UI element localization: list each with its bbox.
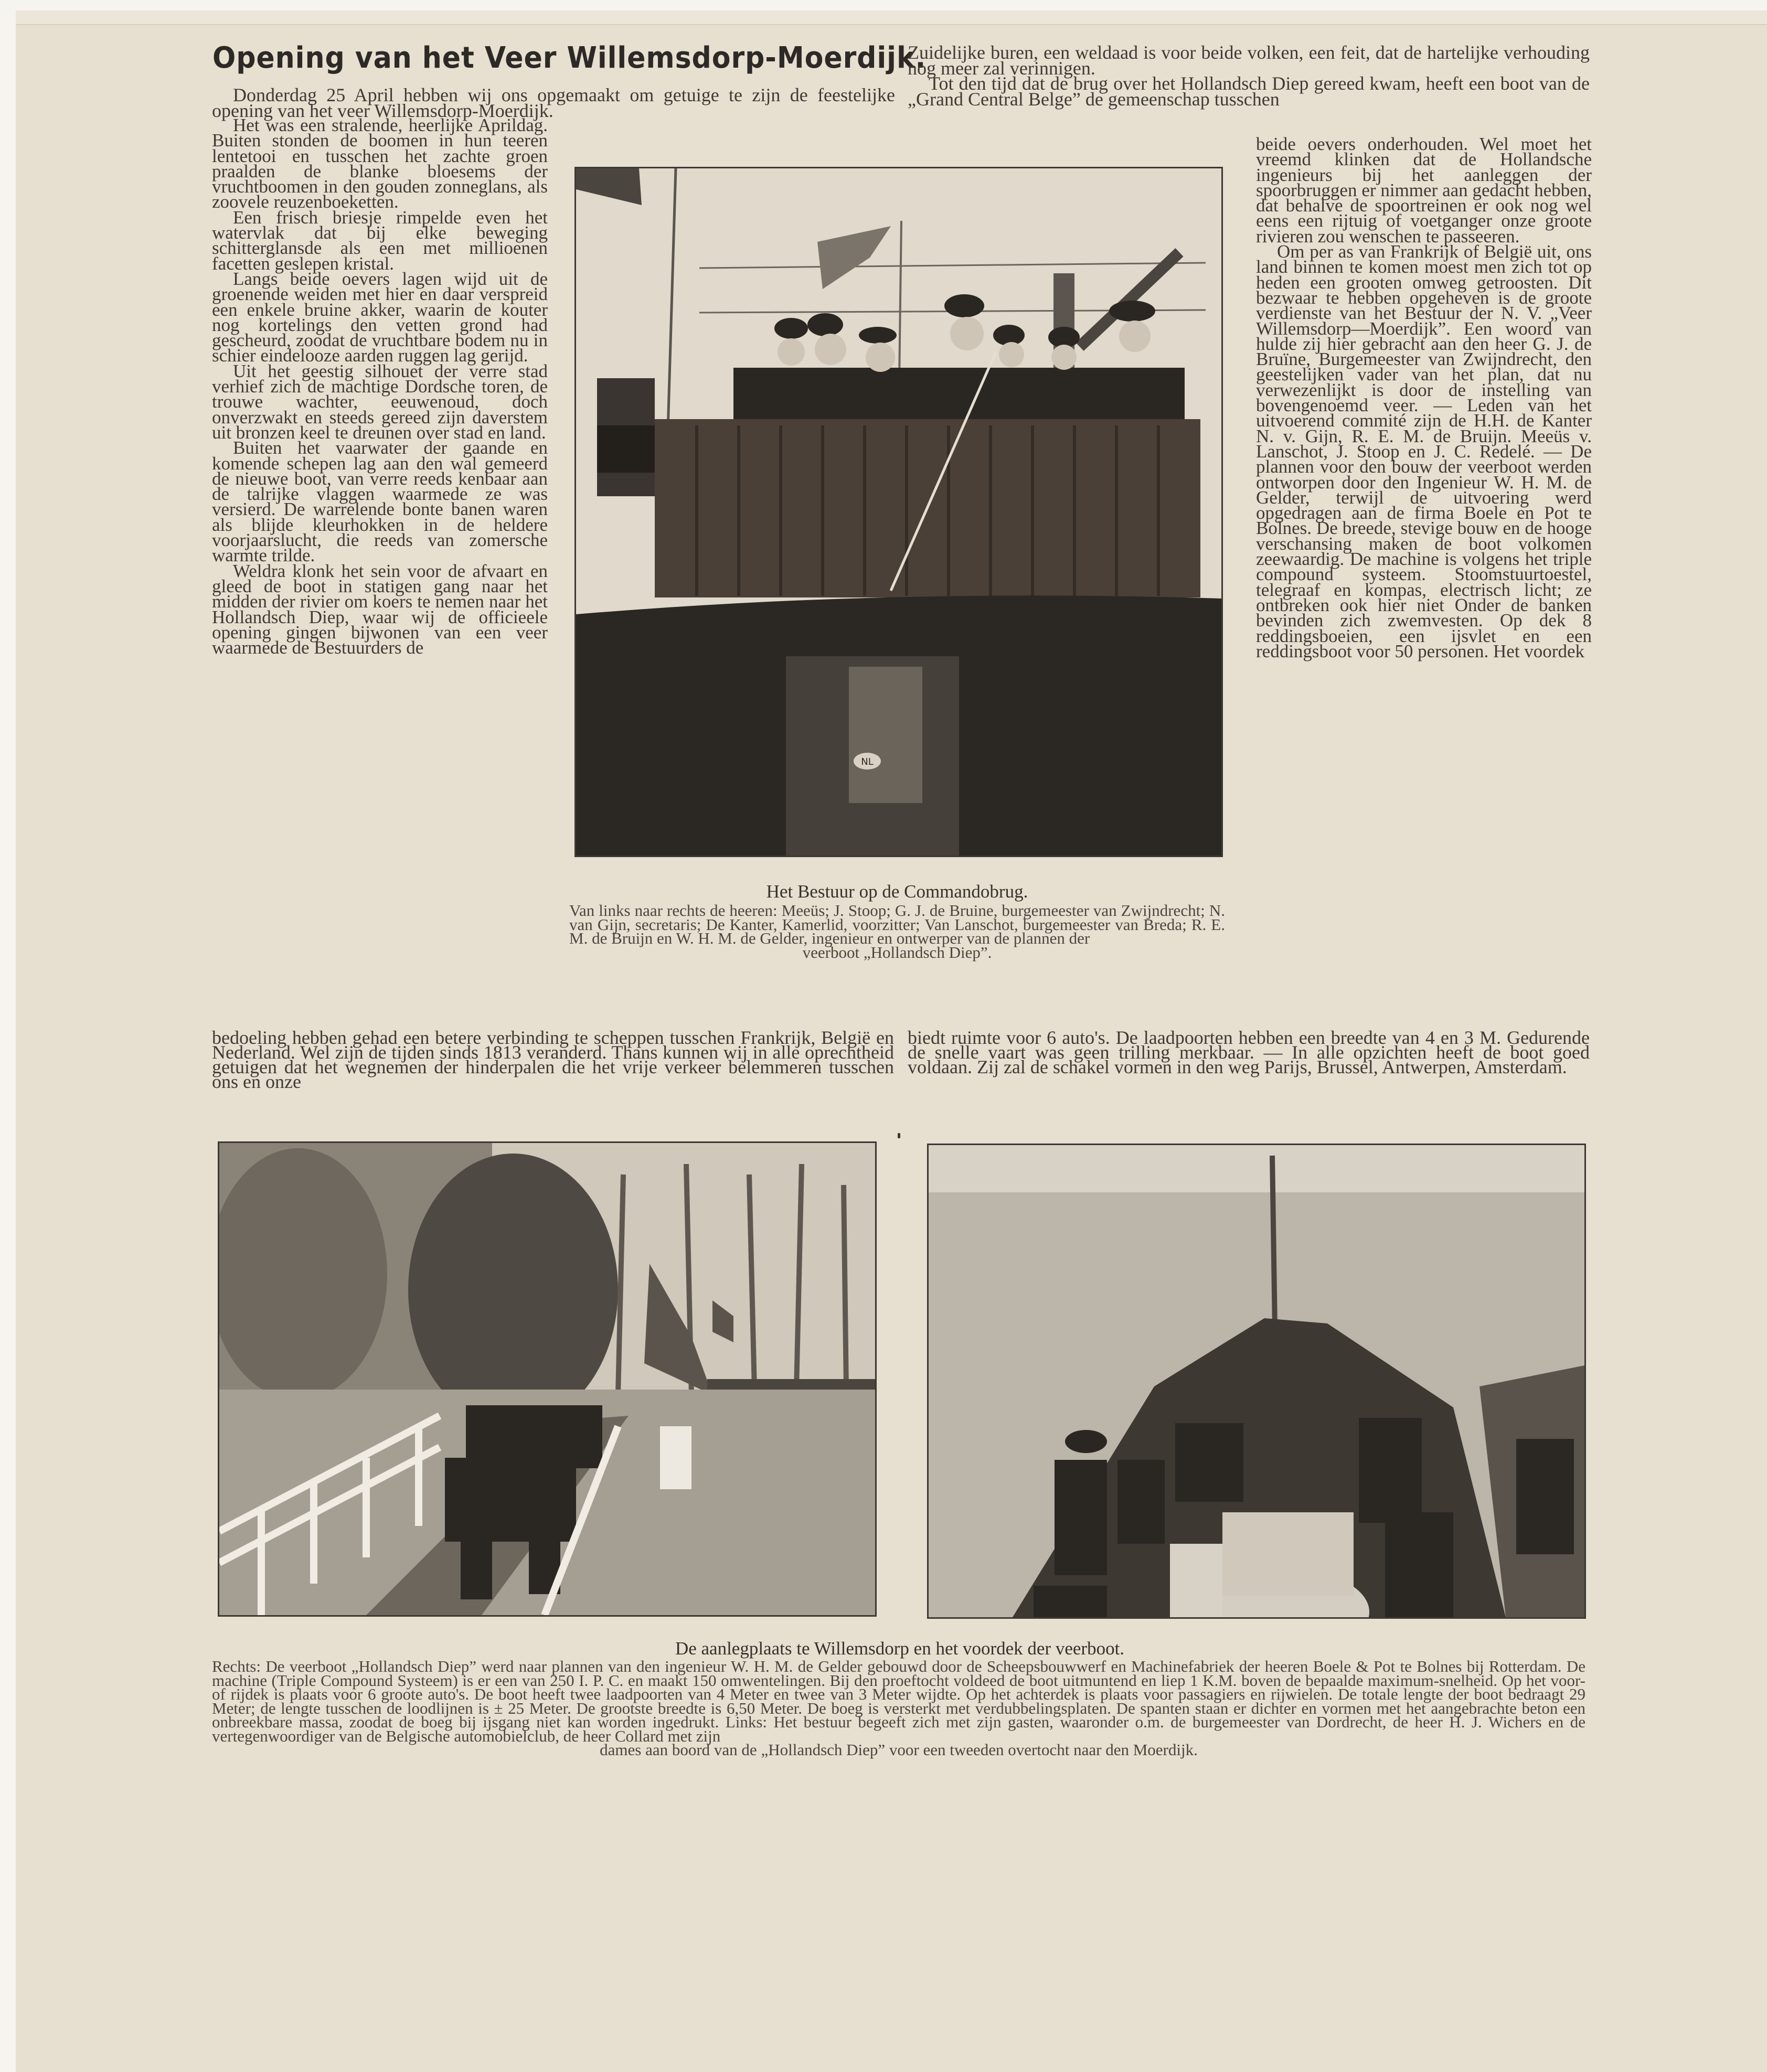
left-paragraph: Een frisch briesje rimpelde even het watervlak dat bij elke beweging schitterglansde als een met millioenen facetten geslepen kristal. (212, 207, 548, 274)
left-paragraph: Langs beide oevers lagen wijd uit de groenende weiden met hier en daar verspreid een enkele bruine akker, waarin de kouter nog kortelings den vetten grond had gescheurd, zoodat de vruchtbare bodem nu in schier eindelooze aarden ruggen lag gerijd. (212, 268, 548, 366)
left-column (212, 115, 548, 658)
bottom-photos-caption-body: Rechts: De veerboot „Hollandsch Diep” werd naar plannen van den ingenieur W. H. M. de Gelder gebouwd door de Scheepsbouwwerf en Machinefabriek der heeren Boele & Pot te Bolnes bij Rotterdam. De machine (Triple Compound Systeem) is er een van 250 I. P. C. en maakt 150 omwentelingen. Bij den proeftocht voldeed de boot uitmuntend en liep 1 K.M. boven de bepaalde maximum-snelheid. Op het voor- of rijdek is plaats voor 6 groote auto's. De boot heeft twee laadpoorten van 4 Meter en twee van 3 Meter wijdte. Op het achterdek is plaats voor passagiers en rijwielen. De totale lengte der boot bedraagt 29 Meter; de lengte tusschen de loodlijnen is ± 25 Meter. De grootste breedte is 6,50 Meter. De boeg is versterkt met verdubbelingsplaten. De spanten staan er dichter en vormen met het aangebrachte beton een onbreekbare massa, zoodat de boeg bij ijsgang niet kan worden ingedrukt. Links: Het bestuur begeeft zich met zijn gasten, waaronder o.m. de burgemeester van Dordrecht, de heer H. J. Wichers en de vertegenwoordiger van de Belgische automobielclub, de heer Collard met zijn (212, 1657, 1585, 1745)
bottom-photos-caption (212, 1657, 1585, 1759)
bottom-left-paragraph: bedoeling hebben gehad een betere verbinding te scheppen tusschen Frankrijk, België en Nederland. Wel zijn de tijden sinds 1813 veranderd. Thans kunnen wij in alle oprechtheid getuigen dat het wegnemen der hinderpalen die het vrije verkeer belemmeren tusschen ons en onze (212, 1027, 894, 1092)
right-top-paragraph: Zuidelijke buren, een weldaad is voor beide volken, een feit, dat de hartelijke verhouding nog meer zal verinnigen. (908, 42, 1590, 79)
car-plate-text: NL (861, 756, 874, 767)
right-top-column (908, 42, 1590, 110)
right-paragraph: beide oevers onderhouden. Wel moet het vreemd klinken dat de Hollandsche ingenieurs bij het aanleggen der spoorbruggen er nimmer aan gedacht hebben, dat behalve de spoortreinen er ook nog wel eens een rijtuig of voetganger onze groote rivieren zou wenschen te passeeren. (1256, 134, 1592, 247)
bottom-right-paragraph: biedt ruimte voor 6 auto's. De laadpoorten hebben een breedte van 4 en 3 M. Gedurende de snelle vaart was geen trilling merkbaar. — In alle opzichten heeft de boot goed voldaan. Zij zal de schakel vormen in den weg Parijs, Brussel, Antwerpen, Amsterdam. (908, 1027, 1590, 1077)
photo-commandobrug-illustration (576, 168, 1221, 856)
article-intro (212, 84, 895, 121)
photo-commandobrug (574, 167, 1223, 857)
bottom-left-text (212, 1027, 894, 1092)
right-top-paragraph: Tot den tijd dat de brug over het Hollandsch Diep gereed kwam, heeft een boot van de „Grand Central Belge” de gemeenschap tusschen (908, 73, 1590, 110)
left-paragraph: Buiten het vaarwater der gaande en komende schepen lag aan den wal gemeerd de nieuwe boot, van verre reeds kenbaar aan de talrijke vlaggen waarmede ze was versierd. De warrelende bonte banen waren als blijde kleurhokken in de heldere voorjaarslucht, die reeds van zomersche warmte trilde. (212, 437, 548, 566)
bottom-right-text (908, 1027, 1590, 1077)
top-photo-caption-title: Het Bestuur op de Commandobrug. (766, 881, 1028, 902)
right-paragraph: Om per as van Frankrijk of België uit, ons land binnen te komen moest men zich tot op heden een grooten omweg getroosten. Dit bezwaar te hebben opgeheven is de groote verdienste van het Bestuur der N. V. „Veer Willemsdorp—Moerdijk”. Een woord van hulde zij hier gebracht aan den heer G. J. de Bruïne, Burgemeester van Zwijndrecht, den geestelijken vader van het plan, dat nu verwezenlijkt is door de instelling van bovengenoemd veer. — Leden van het uitvoerend commité zijn de H.H. de Kanter N. v. Gijn, R. E. M. de Bruijn. Meeüs v. Lanschot, J. Stoop en J. C. Redelé. — De plannen voor den bouw der veerboot werden ontworpen door den Ingenieur W. H. M. de Gelder, terwijl de uitvoering werd opgedragen aan de firma Boele en Pot te Bolnes. De breede, stevige bouw en de hooge verschansing maken de boot volkomen zeewaardig. De machine is volgens het triple compound systeem. Stoomstuurtoestel, telegraaf en kompas, electrisch licht; ze ontbreken ook hier niet Onder de banken bevinden zich zwemvesten. Op dek 8 reddingsboeien, een ijsvlet en een reddingsboot voor 50 personen. Het voordek (1256, 241, 1592, 661)
top-photo-caption (569, 901, 1225, 962)
photo-foredeck-illustration (929, 1145, 1584, 1617)
left-paragraph: Uit het geestig silhouet der verre stad verhief zich de machtige Dordsche toren, de trouwe wachter, eeuwenoud, doch onverzwakt en steeds gereed zijn daverstem uit bronzen keel te dreunen over stad en land. (212, 360, 548, 443)
bottom-photos-caption-title: De aanlegplaats te Willemsdorp en het voordek der veerboot. (675, 1638, 1125, 1659)
photo-foredeck (927, 1144, 1586, 1619)
right-column (1256, 136, 1592, 659)
bottom-photos-caption-last-line: dames aan boord van de „Hollandsch Diep” voor een tweeden overtocht naar den Moerdijk. (600, 1740, 1198, 1759)
photo-landing-stage-illustration (219, 1143, 875, 1615)
article-title: Opening van het Veer Willemsdorp-Moerdijk. (212, 41, 927, 75)
top-photo-caption-body: Van links naar rechts de heeren: Meeüs; J. Stoop; G. J. de Bruine, burgemeester van Zwijndrecht; N. van Gijn, secretaris; De Kanter, Kamerlid, voorzitter; Van Lanschot, burgemeester van Breda; R. E. M. de Bruijn en W. H. M. de Gelder, ingenieur en ontwerper van de plannen der (569, 901, 1225, 947)
page-top-edge (16, 10, 1767, 25)
top-photo-caption-last-line: veerboot „Hollandsch Diep”. (802, 943, 992, 962)
ink-mark (898, 1133, 900, 1138)
left-paragraph: Het was een stralende, heerlijke Aprildag. Buiten stonden de boomen in hun teeren lentetooi en tusschen het zachte groen praalden de blanke bloesems der vruchtboomen in den gouden zonneglans, als zoovele reuzenboeketten. (212, 115, 548, 212)
photo-landing-stage (218, 1141, 877, 1617)
left-paragraph: Weldra klonk het sein voor de afvaart en gleed de boot in statigen gang naar het midden der rivier om koers te nemen naar het Hollandsch Diep, waar wij de officieele opening gingen bijwonen van een veer waarmede de Bestuurders de (212, 560, 548, 658)
intro-paragraph: Donderdag 25 April hebben wij ons opgemaakt om getuige te zijn de feestelijke opening van het veer Willemsdorp-Moerdijk. (212, 84, 895, 121)
